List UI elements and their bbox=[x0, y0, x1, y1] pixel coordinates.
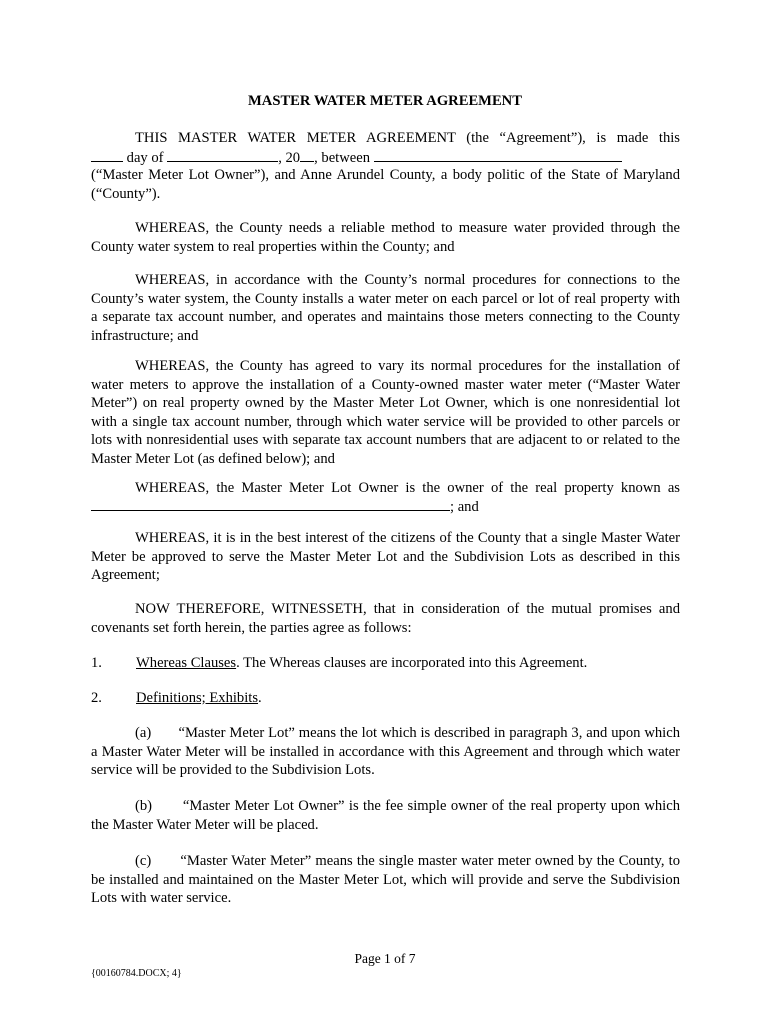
now-therefore: NOW THEREFORE, WITNESSETH, that in consideration of the mutual promises and covenants set forth herein, the parties agree as follows: bbox=[91, 601, 680, 636]
whereas-owner-tail: ; and bbox=[450, 499, 479, 515]
year-blank bbox=[300, 148, 314, 162]
definition-b: (b) “Master Meter Lot Owner” is the fee simple owner of the real property upon which the Master Water Meter will be placed. bbox=[91, 798, 684, 833]
intro-rest: (“Master Meter Lot Owner”), and Anne Arundel County, a body politic of the State of Maryland (“County”). bbox=[91, 167, 680, 202]
section-1-heading bbox=[136, 654, 587, 673]
whereas-clause-2: WHEREAS, in accordance with the County’s normal procedures for connections to the County’s water system, the County installs a water meter on each parcel or lot of real property with a separate tax account number, and operates and maintains those meters connecting to the County infrastructure; and bbox=[91, 272, 680, 344]
document-title: MASTER WATER METER AGREEMENT bbox=[248, 93, 522, 109]
intro-day-of: day of bbox=[126, 150, 164, 166]
document-id: {00160784.DOCX; 4} bbox=[91, 968, 182, 979]
section-1-text: . The Whereas clauses are incorporated into this Agreement. bbox=[236, 655, 588, 671]
intro-between: , between bbox=[314, 150, 371, 166]
intro-line-2 bbox=[91, 148, 680, 168]
whereas-clause-3: WHEREAS, the County has agreed to vary its normal procedures for the installation of water meters to approve the installation of a County-owned master water meter (“Master Water Meter”) on real property owned by the Master Meter Lot Owner, which is one nonresidential lot with a single tax account number, through which water service will be provided to other parcels or lots with nonresidential uses with separate tax account numbers that are adjacent to or related to the Master Meter Lot (as defined below); and bbox=[91, 358, 680, 467]
section-2-title: Definitions; Exhibits bbox=[136, 690, 259, 706]
definition-a: (a) “Master Meter Lot” means the lot which is described in paragraph 3, and upon which a Master Water Meter will be installed in accordance with this Agreement and through which water service will be provided to the Subdivision Lots. bbox=[91, 725, 684, 779]
intro-year-prefix: , 20 bbox=[278, 150, 301, 166]
section-1-title: Whereas Clauses bbox=[136, 655, 237, 671]
section-2-number: 2. bbox=[91, 690, 102, 706]
intro-line-1: THIS MASTER WATER METER AGREEMENT (the “Agreement”), is made this bbox=[135, 130, 680, 146]
definition-c: (c) “Master Water Meter” means the single master water meter owned by the County, to be installed and maintained on the Master Meter Lot, which will provide and serve the Subdivision Lots with water service. bbox=[91, 853, 684, 907]
property-blank bbox=[91, 497, 450, 511]
page-number: Page 1 of 7 bbox=[354, 951, 416, 966]
whereas-owner-line-2 bbox=[91, 497, 680, 517]
day-blank bbox=[91, 148, 123, 162]
section-1-number: 1. bbox=[91, 655, 102, 671]
whereas-clause-1: WHEREAS, the County needs a reliable method to measure water provided through the County water system to real properties within the County; and bbox=[91, 220, 680, 255]
party-blank bbox=[374, 148, 622, 162]
section-2-heading bbox=[136, 689, 262, 708]
month-blank bbox=[167, 148, 278, 162]
whereas-clause-last: WHEREAS, it is in the best interest of the citizens of the County that a single Master Water Meter be approved to serve the Master Meter Lot and the Subdivision Lots as described in this Agreement; bbox=[91, 530, 680, 584]
section-2-text: . bbox=[258, 690, 262, 706]
whereas-owner-line-1: WHEREAS, the Master Meter Lot Owner is the owner of the real property known as bbox=[135, 480, 680, 496]
